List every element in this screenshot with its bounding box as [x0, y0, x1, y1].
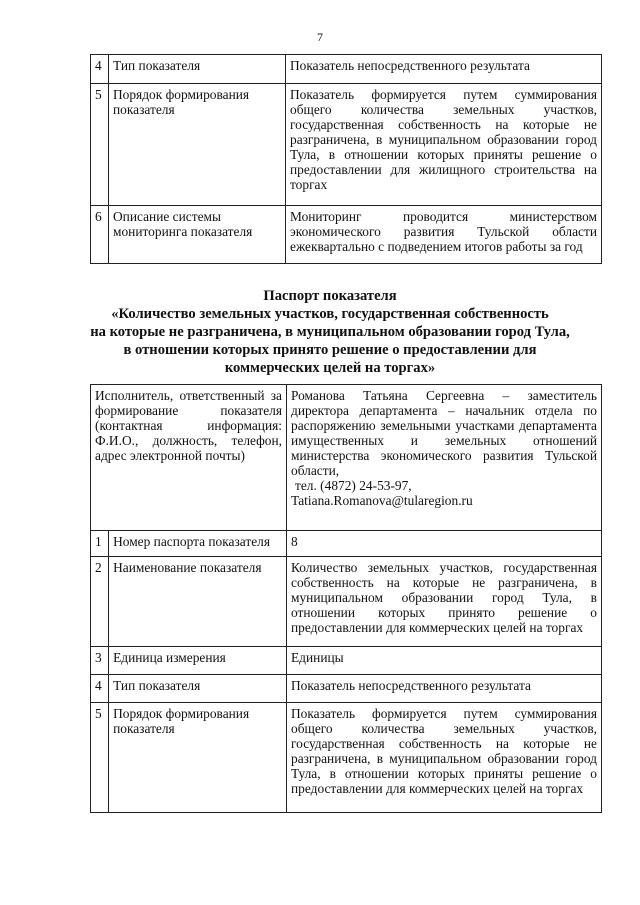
row-label: Описание системы мониторинга показателя [109, 206, 286, 264]
table-row [91, 55, 602, 84]
row-label: Тип показателя [109, 55, 286, 84]
row-number: 2 [91, 557, 109, 647]
heading-line: коммерческих целей на торгах» [224, 360, 436, 376]
row-label: Тип показателя [109, 675, 287, 703]
table-row [91, 647, 602, 675]
passport-heading [60, 287, 600, 377]
row-number: 6 [91, 206, 109, 264]
table-row [91, 675, 602, 703]
executor-value [287, 385, 602, 531]
table-row [91, 531, 602, 557]
row-value: Количество земельных участков, государственная собственность на которые не разграничена, в муниципальном образовании город Тула, в отношении которых принято решение о предоставлении для коммерческих целей на торгах [287, 557, 602, 647]
row-number: 4 [91, 675, 109, 703]
row-value: Показатель формируется путем суммирования общего количества земельных участков, государственная собственность на которые не разграничена, в муниципальном образовании город Тула, в отношении которых приняты решение о предоставлении для коммерческих целей на торгах [287, 703, 602, 813]
row-value: 8 [287, 531, 602, 557]
row-number: 3 [91, 647, 109, 675]
executor-email: Tatiana.Romanova@tularegion.ru [291, 493, 473, 508]
indicator-table-continued [90, 54, 602, 264]
table-row [91, 206, 602, 264]
row-label: Порядок формирования показателя [109, 703, 287, 813]
table-row [91, 703, 602, 813]
row-value: Единицы [287, 647, 602, 675]
row-number: 5 [91, 84, 109, 206]
row-value: Показатель формируется путем суммирования общего количества земельных участков, государственная собственность на которые не разграничена, в муниципальном образовании город Тула, в отношении которых приняты решение о предоставлении для жилищного строительства на торгах [286, 84, 602, 206]
row-value: Показатель непосредственного результата [287, 675, 602, 703]
heading-line: Паспорт показателя [263, 288, 397, 304]
row-number: 4 [91, 55, 109, 84]
heading-line: в отношении которых принято решение о предоставлении для [123, 342, 537, 358]
row-label: Наименование показателя [109, 557, 287, 647]
executor-info: Романова Татьяна Сергеевна – заместитель директора департамента – начальник отдела по распоряжению земельными участками департамента имущественных и земельных отношений министерства экономического развития Тульской области, [291, 388, 597, 478]
page-number: 7 [317, 30, 323, 44]
row-number: 5 [91, 703, 109, 813]
table-row [91, 84, 602, 206]
table-row [91, 557, 602, 647]
row-label: Единица измерения [109, 647, 287, 675]
executor-label: Исполнитель, ответственный за формирование показателя (контактная информация: Ф.И.О., должность, телефон, адрес электронной почты) [91, 385, 287, 531]
row-label: Порядок формирования показателя [109, 84, 286, 206]
row-label: Номер паспорта показателя [109, 531, 287, 557]
row-value: Показатель непосредственного результата [286, 55, 602, 84]
row-value: Мониторинг проводится министерством экономического развития Тульской области ежеквартально с подведением итогов работы за год [286, 206, 602, 264]
heading-line: «Количество земельных участков, государственная собственность [111, 306, 549, 322]
passport-table [90, 384, 602, 813]
heading-line: на которые не разграничена, в муниципальном образовании город Тула, [90, 324, 570, 340]
row-number: 1 [91, 531, 109, 557]
executor-row [91, 385, 602, 531]
executor-phone: тел. (4872) 24-53-97, [295, 478, 412, 493]
